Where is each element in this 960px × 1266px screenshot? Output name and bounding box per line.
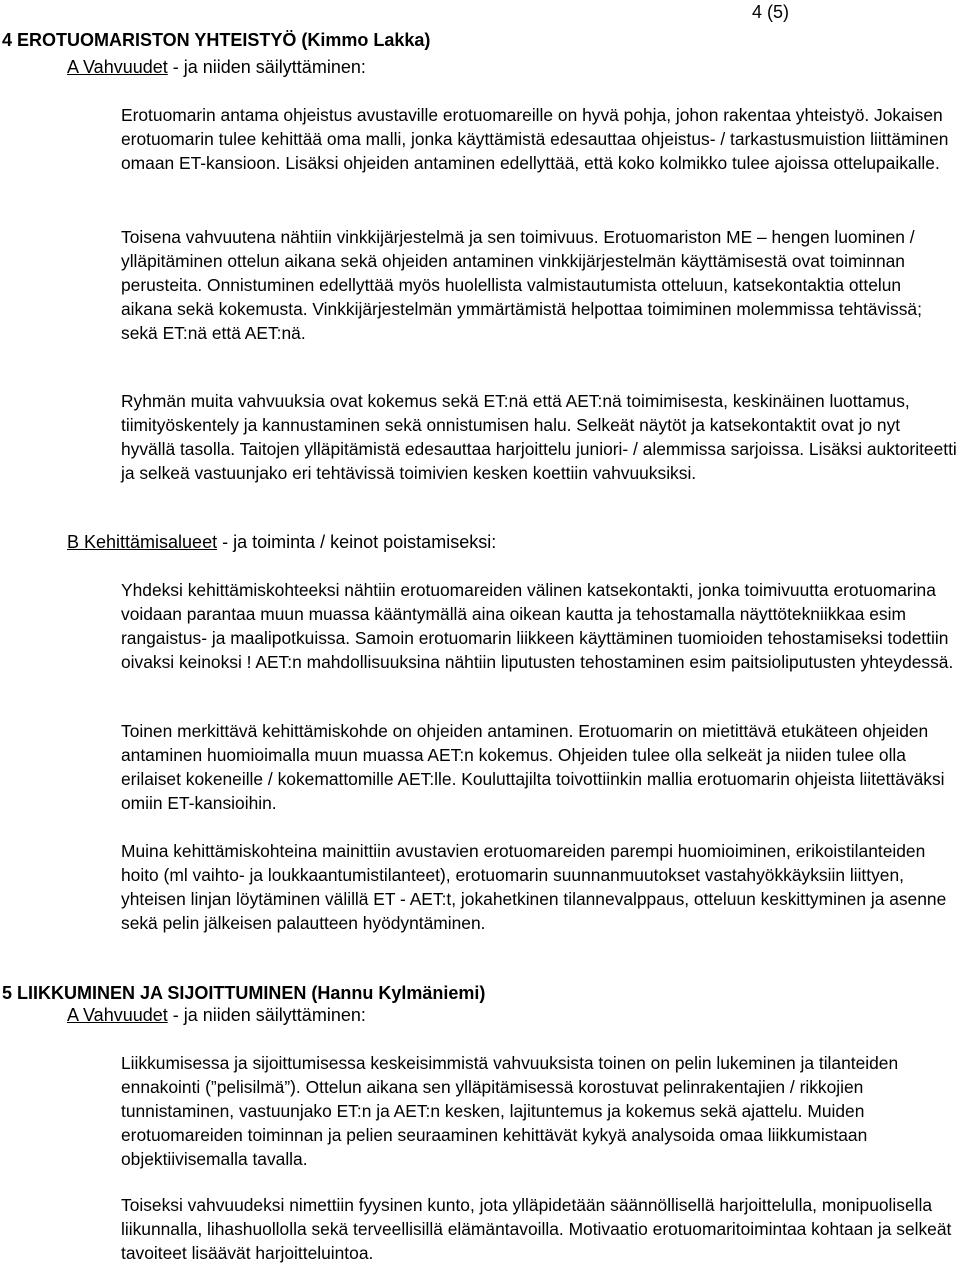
strengths-rest: - ja niiden säilyttäminen: [167,57,366,77]
paragraph: Yhdeksi kehittämiskohteeksi nähtiin erotuomareiden välinen katsekontakti, jonka toimivuutta erotuomarina voidaan parantaa muun muassa kääntymällä aina oikean kautta ja tehostamalla näyttötekniikkaa esim rangaistus- ja maalipotkuissa. Samoin erotuomarin liikkeen käyttäminen tuomioiden tehostamiseksi todettiin oivaksi keinoksi ! AET:n mahdollisuuksina nähtiin liputusten tehostaminen esim paitsioliputusten yhteydessä. [121,580,954,672]
development-label: B Kehittämisalueet [67,532,218,552]
paragraph: Ryhmän muita vahvuuksia ovat kokemus sekä ET:nä että AET:nä toimimisesta, keskinäinen luottamus, tiimityöskentely ja kannustaminen sekä onnistumisen halu. Selkeät näytöt ja katsekontaktit ovat jo nyt hyvällä tasolla. Taitojen ylläpitämistä edesauttaa harjoittelu juniori- / alemmissa sarjoissa. Lisäksi auktoriteetti ja selkeä vastuunjako eri tehtävissä toimivien kesken koettiin vahvuuksiksi. [121,391,957,483]
section-4-strengths-subheading [67,57,366,78]
section-5-strengths-subheading [67,1005,366,1026]
section-4-heading: 4 EROTUOMARISTON YHTEISTYÖ (Kimmo Lakka) [2,30,431,50]
section-5-heading: 5 LIIKKUMINEN JA SIJOITTUMINEN (Hannu Kylmäniemi) [2,983,486,1003]
paragraph: Toisena vahvuutena nähtiin vinkkijärjestelmä ja sen toimivuus. Erotuomariston ME – hengen luominen / ylläpitäminen ottelun aikana sekä ohjeiden antaminen vinkkijärjestelmän käyttämisestä ovat toiminnan perusteita. Onnistuminen edellyttää myös huolellista valmistautumista otteluun, katsekontaktia ottelun aikana sekä kokemusta. Vinkkijärjestelmän ymmärtämistä helpottaa toimiminen molemmissa tehtävissä; sekä ET:nä että AET:nä. [121,227,922,343]
paragraph: Toiseksi vahvuudeksi nimettiin fyysinen kunto, jota ylläpidetään säännöllisellä harjoittelulla, monipuolisella liikunnalla, lihashuollolla sekä terveellisillä elämäntavoilla. Motivaatio erotuomaritoimintaa kohtaan ja selkeät tavoiteet lisäävät harjoitteluintoa. [121,1195,952,1263]
paragraph: Liikkumisessa ja sijoittumisessa keskeisimmistä vahvuuksista toinen on pelin lukeminen ja tilanteiden ennakointi (”pelisilmä”). Ottelun aikana sen ylläpitämisessä korostuvat pelinrakentajien / rikkojien tunnistaminen, vastuunjako ET:n ja AET:n kesken, lajituntemus ja kokemus sekä ajattelu. Muiden erotuomareiden toiminnan ja pelien seuraaminen kehittävät kykyä analysoida omaa liikkumistaan objektiivisemalla tavalla. [121,1053,899,1169]
section-4-development-subheading [67,532,496,553]
strengths-label: A Vahvuudet [67,1005,168,1025]
paragraph: Toinen merkittävä kehittämiskohde on ohjeiden antaminen. Erotuomarin on mietittävä etukäteen ohjeiden antaminen huomioimalla muun muassa AET:n kokemus. Ohjeiden tulee olla selkeät ja niiden tulee olla erilaiset kokeneille / kokemattomille AET:lle. Kouluttajilta toivottiinkin mallia erotuomarin ohjeista liitettäväksi omiin ET-kansioihin. [121,721,945,813]
paragraph: Erotuomarin antama ohjeistus avustaville erotuomareille on hyvä pohja, johon rakentaa yhteistyö. Jokaisen erotuomarin tulee kehittää oma malli, jonka käyttämistä edesauttaa ohjeistus- / tarkastusmuistion liittäminen omaan ET-kansioon. Lisäksi ohjeiden antaminen edellyttää, että koko kolmikko tulee ajoissa ottelupaikalle. [121,105,949,173]
strengths-rest: - ja niiden säilyttäminen: [167,1005,366,1025]
strengths-label: A Vahvuudet [67,57,168,77]
development-rest: - ja toiminta / keinot poistamiseksi: [217,532,497,552]
paragraph: Muina kehittämiskohteina mainittiin avustavien erotuomareiden parempi huomioiminen, erikoistilanteiden hoito (ml vaihto- ja loukkaantumistilanteet), erotuomarin suunnanmuutokset vastahyökkäyksiin liittyen, yhteisen linjan löytäminen välillä ET - AET:t, jokahetkinen tilannevalppaus, otteluun keskittyminen ja asenne sekä pelin jälkeisen palautteen hyödyntäminen. [121,841,947,933]
page-number: 4 (5) [752,2,790,22]
